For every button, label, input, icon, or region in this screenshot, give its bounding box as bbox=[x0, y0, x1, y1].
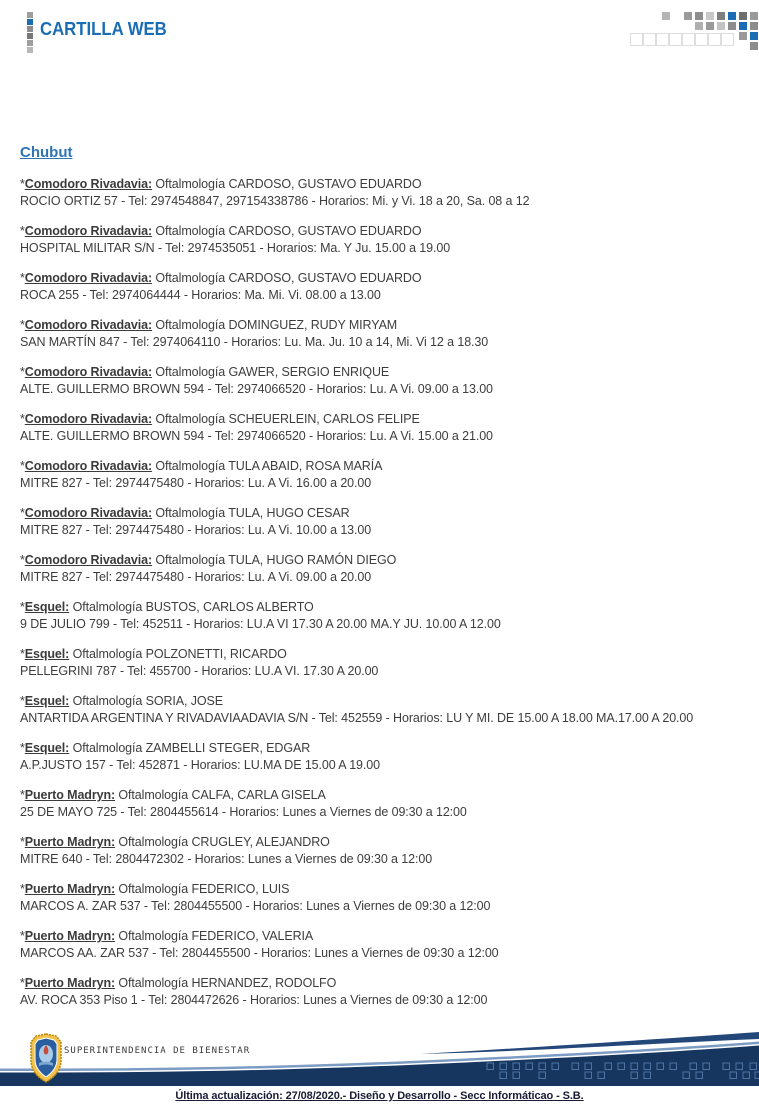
provider-entry bbox=[20, 787, 739, 821]
entry-provider: Oftalmología TULA, HUGO CESAR bbox=[152, 506, 350, 520]
app-header bbox=[0, 0, 759, 60]
entry-line1 bbox=[20, 270, 739, 287]
entry-provider: Oftalmología DOMINGUEZ, RUDY MIRYAM bbox=[152, 318, 398, 332]
entry-line1 bbox=[20, 881, 739, 898]
provider-entry bbox=[20, 552, 739, 586]
entry-line1 bbox=[20, 317, 739, 334]
decor-outline-square bbox=[708, 33, 721, 46]
entry-city-link[interactable]: Puerto Madryn: bbox=[24, 929, 116, 943]
entry-details: ANTARTIDA ARGENTINA Y RIVADAVIAADAVIA S/N - Tel: 452559 - Horarios: LU Y MI. DE 15.00 A 18.00 MA.17.00 A 20.00 bbox=[20, 711, 694, 725]
decor-square bbox=[27, 12, 33, 18]
entry-line1 bbox=[20, 411, 739, 428]
decor-square bbox=[739, 12, 747, 20]
provider-entry bbox=[20, 411, 739, 445]
entry-star: * bbox=[20, 835, 25, 849]
decor-outline-square bbox=[643, 33, 656, 46]
entry-provider: Oftalmología GAWER, SERGIO ENRIQUE bbox=[152, 365, 390, 379]
provider-list bbox=[20, 176, 739, 1009]
entry-line1 bbox=[20, 787, 739, 804]
entry-details: MARCOS AA. ZAR 537 - Tel: 2804455500 - Horarios: Lunes a Viernes de 09:30 a 12:00 bbox=[20, 946, 499, 960]
entry-provider: Oftalmología SORIA, JOSE bbox=[69, 694, 224, 708]
entry-details: PELLEGRINI 787 - Tel: 455700 - Horarios: LU.A VI. 17.30 A 20.00 bbox=[20, 664, 379, 678]
entry-details: 9 DE JULIO 799 - Tel: 452511 - Horarios: LU.A VI 17.30 A 20.00 MA.Y JU. 10.00 A 12.00 bbox=[20, 617, 501, 631]
decor-square bbox=[750, 42, 758, 50]
decor-outline-square bbox=[721, 33, 734, 46]
entry-details: MITRE 827 - Tel: 2974475480 - Horarios: Lu. A Vi. 16.00 a 20.00 bbox=[20, 476, 372, 490]
decor-square bbox=[27, 19, 33, 25]
provider-entry bbox=[20, 599, 739, 633]
entry-line1 bbox=[20, 975, 739, 992]
org-crest-logo bbox=[28, 1033, 64, 1083]
decor-square bbox=[27, 33, 33, 39]
entry-city-link[interactable]: Comodoro Rivadavia: bbox=[24, 459, 153, 473]
entry-star: * bbox=[20, 553, 25, 567]
entry-star: * bbox=[20, 271, 25, 285]
decor-square bbox=[706, 12, 714, 20]
entry-details: HOSPITAL MILITAR S/N - Tel: 2974535051 - Horarios: Ma. Y Ju. 15.00 a 19.00 bbox=[20, 241, 451, 255]
decor-square bbox=[27, 47, 33, 53]
entry-city-link[interactable]: Comodoro Rivadavia: bbox=[24, 553, 153, 567]
entry-provider: Oftalmología CALFA, CARLA GISELA bbox=[115, 788, 326, 802]
provider-entry bbox=[20, 740, 739, 774]
entry-line1 bbox=[20, 552, 739, 569]
provider-entry bbox=[20, 693, 739, 727]
entry-line1 bbox=[20, 223, 739, 240]
provider-entry bbox=[20, 176, 739, 210]
provider-entry bbox=[20, 928, 739, 962]
entry-provider: Oftalmología TULA, HUGO RAMÓN DIEGO bbox=[152, 553, 397, 567]
decor-square bbox=[717, 22, 725, 30]
entry-city-link[interactable]: Puerto Madryn: bbox=[24, 882, 116, 896]
entry-details: ALTE. GUILLERMO BROWN 594 - Tel: 2974066520 - Horarios: Lu. A Vi. 15.00 a 21.00 bbox=[20, 429, 493, 443]
main-content bbox=[0, 60, 759, 1009]
entry-star: * bbox=[20, 177, 25, 191]
entry-star: * bbox=[20, 318, 25, 332]
decor-square bbox=[706, 22, 714, 30]
decor-square bbox=[728, 12, 736, 20]
entry-provider: Oftalmología CRUGLEY, ALEJANDRO bbox=[115, 835, 330, 849]
entry-city-link[interactable]: Esquel: bbox=[24, 600, 70, 614]
provider-entry bbox=[20, 881, 739, 915]
entry-star: * bbox=[20, 788, 25, 802]
entry-city-link[interactable]: Esquel: bbox=[24, 647, 70, 661]
entry-line1 bbox=[20, 834, 739, 851]
decor-outline-square bbox=[695, 33, 708, 46]
last-update-text: Última actualización: 27/08/2020.- Diseño y Desarrollo - Secc Informáticao - S.B. bbox=[175, 1090, 584, 1102]
entry-details: ROCA 255 - Tel: 2974064444 - Horarios: Ma. Mi. Vi. 08.00 a 13.00 bbox=[20, 288, 381, 302]
entry-details: ALTE. GUILLERMO BROWN 594 - Tel: 2974066520 - Horarios: Lu. A Vi. 09.00 a 13.00 bbox=[20, 382, 493, 396]
entry-star: * bbox=[20, 224, 25, 238]
brand-title[interactable]: CARTILLA WEB bbox=[40, 19, 167, 39]
entry-provider: Oftalmología ZAMBELLI STEGER, EDGAR bbox=[69, 741, 311, 755]
entry-details: MITRE 640 - Tel: 2804472302 - Horarios: Lunes a Viernes de 09:30 a 12:00 bbox=[20, 852, 433, 866]
decor-square bbox=[27, 26, 33, 32]
entry-details: MITRE 827 - Tel: 2974475480 - Horarios: Lu. A Vi. 09.00 a 20.00 bbox=[20, 570, 372, 584]
decor-square bbox=[728, 22, 736, 30]
entry-star: * bbox=[20, 412, 25, 426]
entry-provider: Oftalmología BUSTOS, CARLOS ALBERTO bbox=[69, 600, 314, 614]
entry-details: MITRE 827 - Tel: 2974475480 - Horarios: Lu. A Vi. 10.00 a 13.00 bbox=[20, 523, 372, 537]
decor-square bbox=[695, 12, 703, 20]
entry-provider: Oftalmología POLZONETTI, RICARDO bbox=[69, 647, 287, 661]
entry-line1 bbox=[20, 928, 739, 945]
entry-star: * bbox=[20, 694, 25, 708]
entry-city-link[interactable]: Puerto Madryn: bbox=[24, 788, 116, 802]
entry-line1 bbox=[20, 740, 739, 757]
decor-outline-square bbox=[630, 33, 643, 46]
entry-city-link[interactable]: Puerto Madryn: bbox=[24, 835, 116, 849]
entry-provider: Oftalmología CARDOSO, GUSTAVO EDUARDO bbox=[152, 224, 422, 238]
decor-outline-square bbox=[656, 33, 669, 46]
entry-provider: Oftalmología FEDERICO, LUIS bbox=[115, 882, 290, 896]
entry-provider: Oftalmología CARDOSO, GUSTAVO EDUARDO bbox=[152, 177, 422, 191]
provider-entry bbox=[20, 505, 739, 539]
entry-city-link[interactable]: Esquel: bbox=[24, 741, 70, 755]
entry-city-link[interactable]: Comodoro Rivadavia: bbox=[24, 318, 153, 332]
entry-provider: Oftalmología CARDOSO, GUSTAVO EDUARDO bbox=[152, 271, 422, 285]
brand-pixel-strip-icon bbox=[27, 12, 33, 54]
entry-details: MARCOS A. ZAR 537 - Tel: 2804455500 - Horarios: Lunes a Viernes de 09:30 a 12:00 bbox=[20, 899, 491, 913]
entry-line1 bbox=[20, 458, 739, 475]
entry-line1 bbox=[20, 646, 739, 663]
provider-entry bbox=[20, 223, 739, 257]
entry-city-link[interactable]: Comodoro Rivadavia: bbox=[24, 412, 153, 426]
entry-star: * bbox=[20, 882, 25, 896]
entry-star: * bbox=[20, 647, 25, 661]
decor-square bbox=[750, 22, 758, 30]
entry-city-link[interactable]: Comodoro Rivadavia: bbox=[24, 506, 153, 520]
provider-entry bbox=[20, 270, 739, 304]
entry-city-link[interactable]: Comodoro Rivadavia: bbox=[24, 224, 153, 238]
entry-line1 bbox=[20, 176, 739, 193]
entry-city-link[interactable]: Comodoro Rivadavia: bbox=[24, 365, 153, 379]
provider-entry bbox=[20, 364, 739, 398]
entry-line1 bbox=[20, 505, 739, 522]
org-name-label: SUPERINTENDENCIA DE BIENESTAR bbox=[64, 1046, 251, 1056]
decor-square bbox=[750, 32, 758, 40]
entry-star: * bbox=[20, 365, 25, 379]
entry-provider: Oftalmología SCHEUERLEIN, CARLOS FELIPE bbox=[152, 412, 420, 426]
provider-entry bbox=[20, 458, 739, 492]
entry-line1 bbox=[20, 599, 739, 616]
decor-square bbox=[739, 32, 747, 40]
entry-star: * bbox=[20, 600, 25, 614]
entry-provider: Oftalmología TULA ABAID, ROSA MARÍA bbox=[152, 459, 383, 473]
region-heading-link[interactable]: Chubut bbox=[20, 144, 73, 161]
entry-details: ROCIO ORTIZ 57 - Tel: 2974548847, 297154338786 - Horarios: Mi. y Vi. 18 a 20, Sa. 08 a 12 bbox=[20, 194, 530, 208]
entry-details: A.P.JUSTO 157 - Tel: 452871 - Horarios: LU.MA DE 15.00 A 19.00 bbox=[20, 758, 380, 772]
entry-city-link[interactable]: Comodoro Rivadavia: bbox=[24, 271, 153, 285]
provider-entry bbox=[20, 975, 739, 1009]
entry-details: SAN MARTÍN 847 - Tel: 2974064110 - Horarios: Lu. Ma. Ju. 10 a 14, Mi. Vi 12 a 18.30 bbox=[20, 335, 489, 349]
decor-square bbox=[750, 12, 758, 20]
entry-line1 bbox=[20, 693, 739, 710]
entry-details: 25 DE MAYO 725 - Tel: 2804455614 - Horarios: Lunes a Viernes de 09:30 a 12:00 bbox=[20, 805, 467, 819]
update-bar bbox=[0, 1086, 759, 1101]
entry-star: * bbox=[20, 506, 25, 520]
page-footer bbox=[0, 1030, 759, 1101]
decor-square bbox=[662, 12, 670, 20]
decor-square bbox=[27, 40, 33, 46]
entry-star: * bbox=[20, 976, 25, 990]
provider-entry bbox=[20, 834, 739, 868]
decor-square bbox=[684, 12, 692, 20]
entry-star: * bbox=[20, 741, 25, 755]
entry-details: AV. ROCA 353 Piso 1 - Tel: 2804472626 - Horarios: Lunes a Viernes de 09:30 a 12:00 bbox=[20, 993, 488, 1007]
decor-outline-square bbox=[669, 33, 682, 46]
entry-city-link[interactable]: Comodoro Rivadavia: bbox=[24, 177, 153, 191]
provider-entry bbox=[20, 646, 739, 680]
entry-star: * bbox=[20, 459, 25, 473]
provider-entry bbox=[20, 317, 739, 351]
decor-square bbox=[717, 12, 725, 20]
entry-city-link[interactable]: Puerto Madryn: bbox=[24, 976, 116, 990]
entry-star: * bbox=[20, 929, 25, 943]
entry-provider: Oftalmología HERNANDEZ, RODOLFO bbox=[115, 976, 337, 990]
entry-provider: Oftalmología FEDERICO, VALERIA bbox=[115, 929, 314, 943]
decor-outline-square bbox=[682, 33, 695, 46]
entry-city-link[interactable]: Esquel: bbox=[24, 694, 70, 708]
decor-square bbox=[695, 22, 703, 30]
decor-square bbox=[739, 22, 747, 30]
footer-swoosh-graphic bbox=[0, 1030, 759, 1086]
entry-line1 bbox=[20, 364, 739, 381]
